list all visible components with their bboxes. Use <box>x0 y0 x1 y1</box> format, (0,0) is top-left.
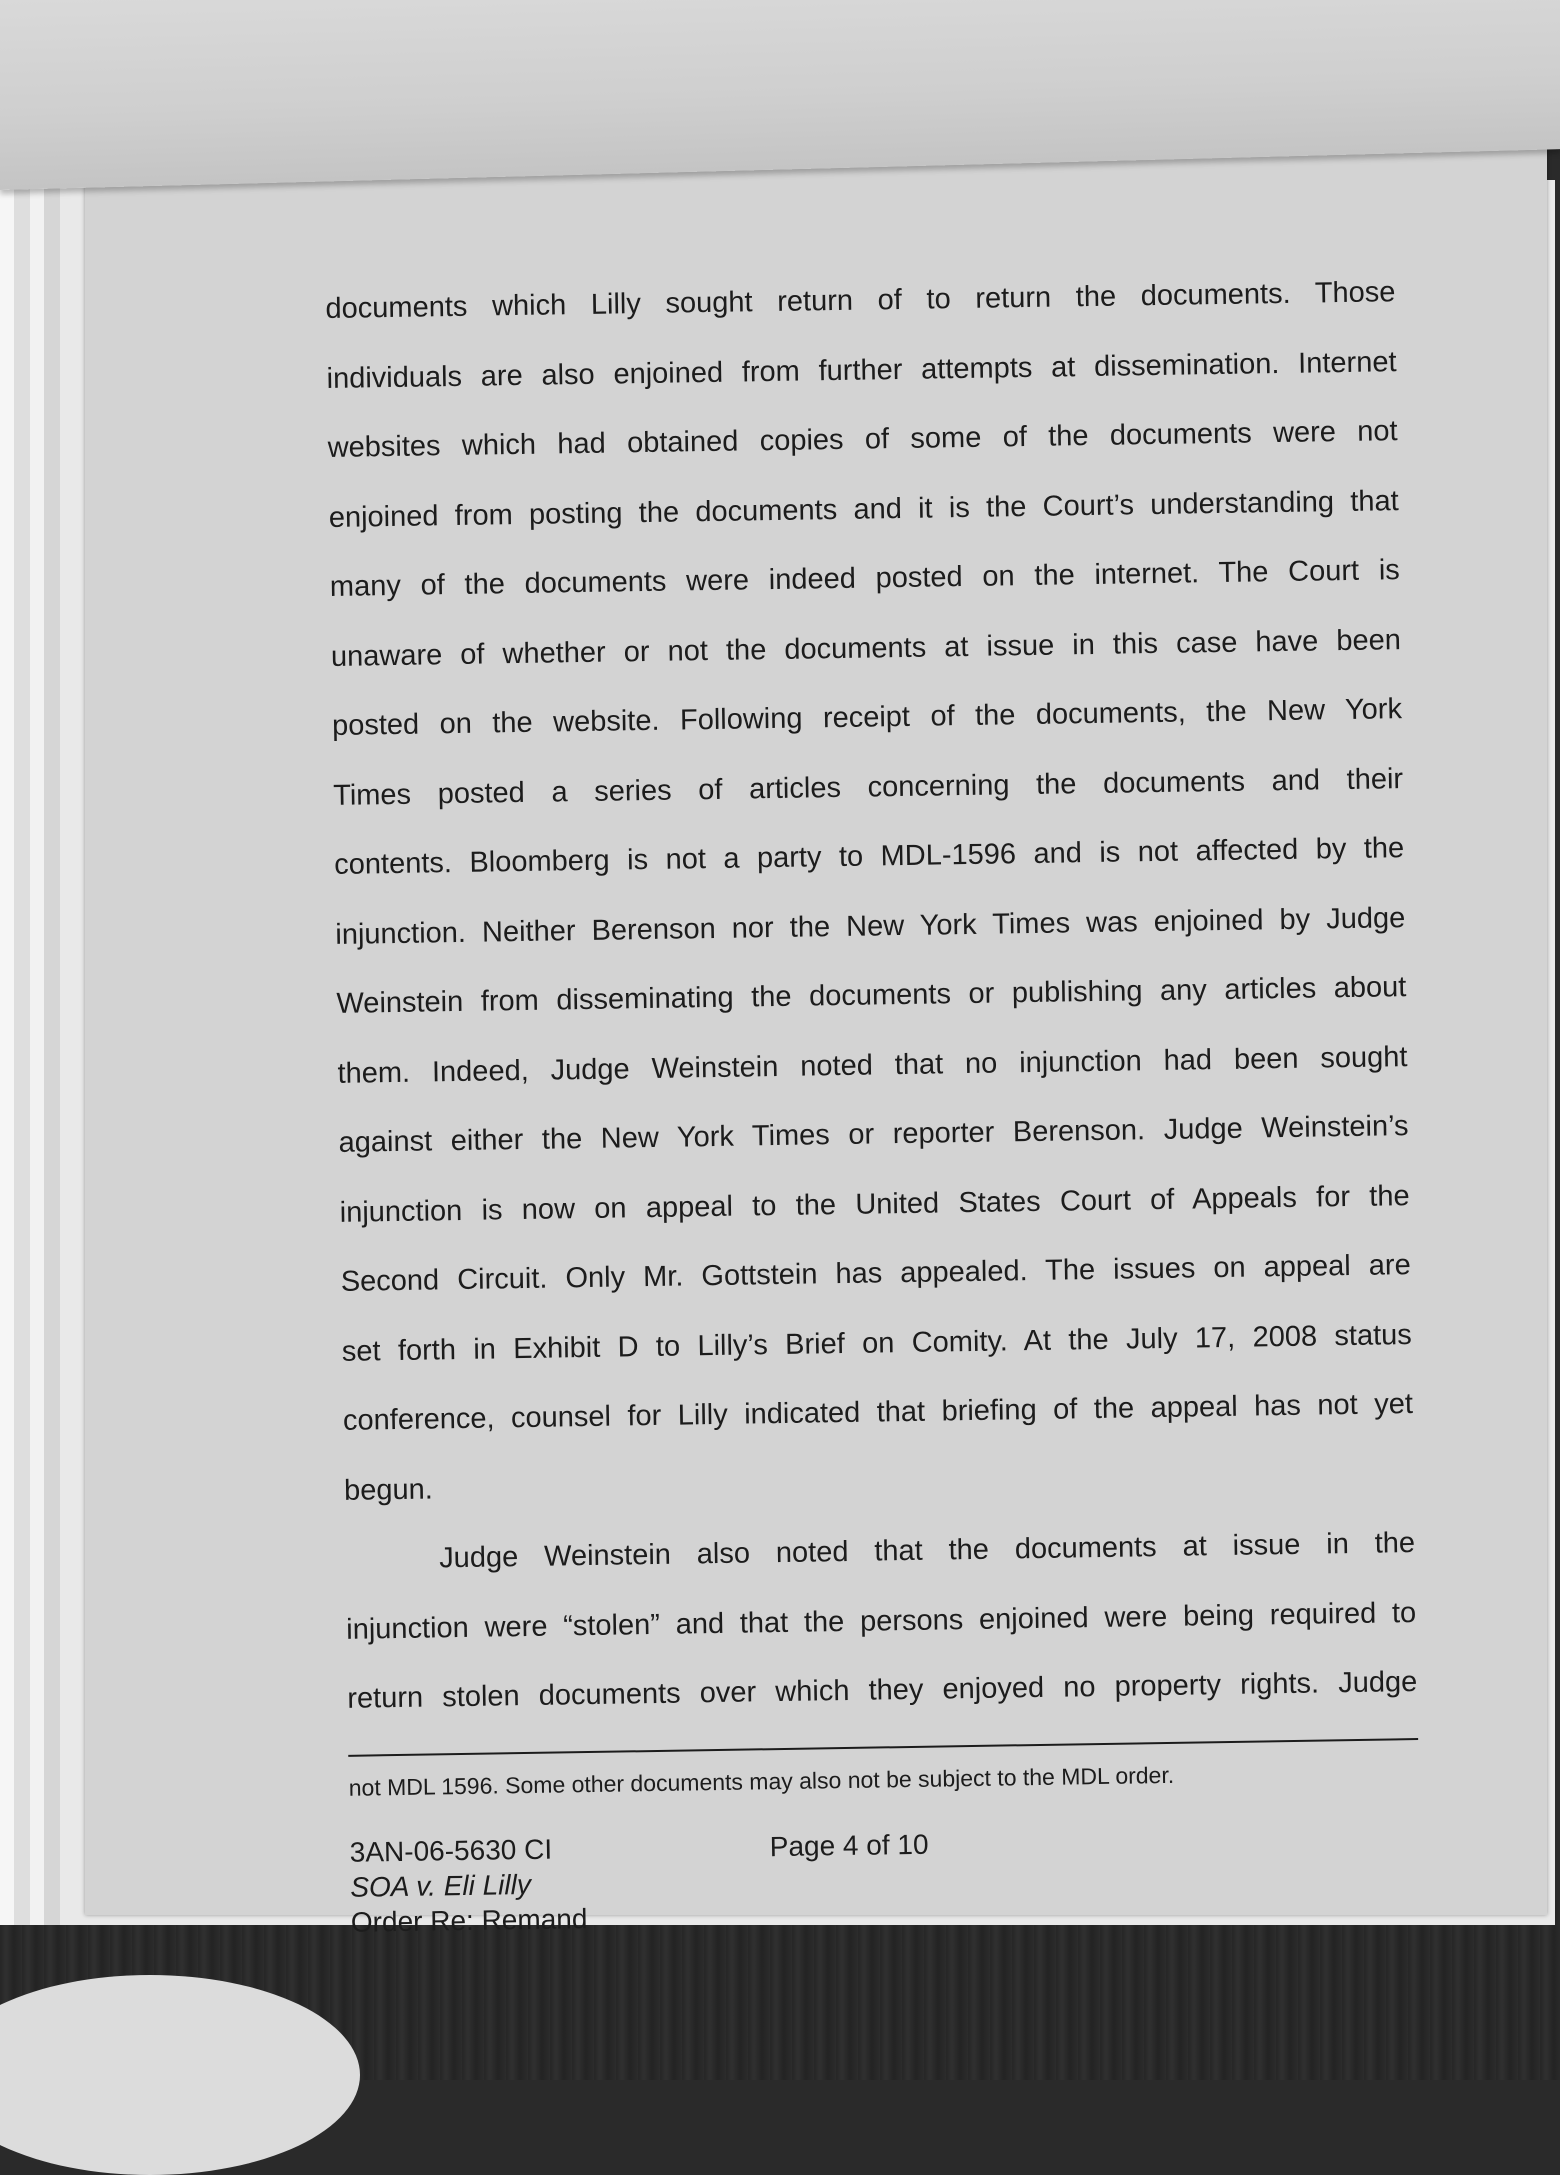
body-line: contents. Bloomberg is not a party to MDL-1596 and is not affected by the <box>334 832 1405 881</box>
body-line: conference, counsel for Lilly indicated that briefing of the appeal has not yet <box>342 1388 1414 1437</box>
body-line: websites which had obtained copies of some of the documents were not <box>327 415 1398 464</box>
body-line: documents which Lilly sought return of to return the documents. Those <box>325 276 1396 325</box>
case-caption <box>350 1831 588 1940</box>
body-text <box>325 258 1418 1734</box>
body-line: Judge Weinstein also noted that the documents at issue in the <box>438 1527 1416 1575</box>
case-number: 3AN-06-5630 CI <box>349 1833 553 1868</box>
body-line: Second Circuit. Only Mr. Gottstein has appealed. The issues on appeal are <box>340 1249 1411 1298</box>
document-page <box>85 125 1547 1938</box>
case-name: SOA v. Eli Lilly <box>350 1868 532 1903</box>
order-title: Order Re: Remand <box>350 1903 588 1938</box>
body-line: Times posted a series of articles concerning the documents and their <box>332 762 1404 812</box>
body-line: enjoined from posting the documents and it is the Court’s understanding that <box>328 484 1399 534</box>
body-line: them. Indeed, Judge Weinstein noted that no injunction had been sought <box>337 1040 1408 1090</box>
footnote-text: not MDL 1596. Some other documents may also not be subject to the MDL order. <box>348 1761 1175 1801</box>
body-line: many of the documents were indeed posted on the internet. The Court is <box>329 554 1401 603</box>
body-line: Weinstein from disseminating the documents or publishing any articles about <box>336 971 1407 1020</box>
body-line: against either the New York Times or reporter Berenson. Judge Weinstein’s <box>338 1110 1409 1159</box>
body-line: injunction were “stolen” and that the persons enjoined were being required to <box>346 1596 1417 1646</box>
body-line: injunction is now on appeal to the United States Court of Appeals for the <box>339 1179 1410 1229</box>
page-number: Page 4 of 10 <box>769 1828 929 1863</box>
footnote-divider <box>348 1738 1418 1757</box>
body-line: begun. <box>343 1472 434 1507</box>
body-line: unaware of whether or not the documents at issue in this case have been <box>330 623 1402 673</box>
body-line: injunction. Neither Berenson nor the New York Times was enjoined by Judge <box>335 901 1406 951</box>
page-text-area <box>325 258 1418 1938</box>
body-line: individuals are also enjoined from further attempts at dissemination. Internet <box>326 345 1397 395</box>
body-line: return stolen documents over which they enjoyed no property rights. Judge <box>347 1666 1418 1715</box>
body-line: set forth in Exhibit D to Lilly’s Brief on Comity. At the July 17, 2008 status <box>341 1318 1413 1368</box>
body-line: posted on the website. Following receipt of the documents, the New York <box>331 693 1403 742</box>
